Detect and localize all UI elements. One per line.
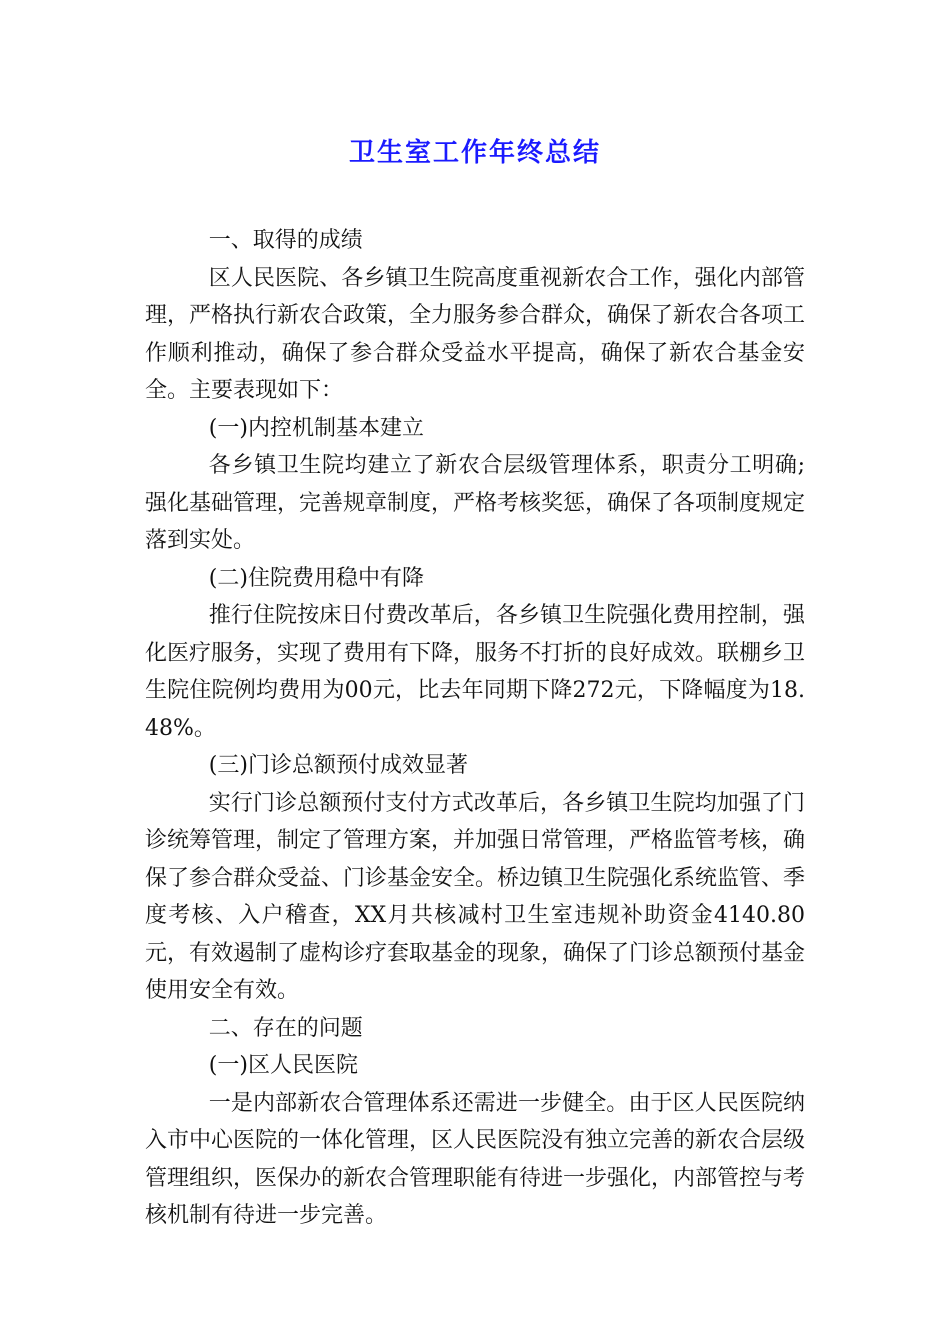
body-paragraph: 一是内部新农合管理体系还需进一步健全。由于区人民医院纳入市中心医院的一体化管理，区人民医院没有独立完善的新农合层级管理组织，医保办的新农合管理职能有待进一步强化，内部管控与考核机制有待进一步完善。 (145, 1090, 806, 1228)
body-paragraph: 区人民医院、各乡镇卫生院高度重视新农合工作，强化内部管理，严格执行新农合政策，全力服务参合群众，确保了新农合各项工作顺利推动，确保了参合群众受益水平提高，确保了新农合基金安全。主要表现如下： (145, 265, 806, 403)
document-title: 卫生室工作年终总结 (348, 138, 601, 168)
body-paragraph: 实行门诊总额预付支付方式改革后，各乡镇卫生院均加强了门诊统筹管理，制定了管理方案，并加强日常管理，严格监管考核，确保了参合群众受益、门诊基金安全。桥边镇卫生院强化系统监管、季度考核、入户稽查，XX月共核减村卫生室违规补助资金4140.80元，有效遏制了虚构诊疗套取基金的现象，确保了门诊总额预付基金使用安全有效。 (145, 790, 806, 1003)
subsection-heading: (三)门诊总额预付成效显著 (208, 753, 468, 778)
document-body (145, 222, 805, 1235)
section-heading: 一、取得的成绩 (208, 228, 363, 253)
body-paragraph: 推行住院按床日付费改革后，各乡镇卫生院强化费用控制，强化医疗服务，实现了费用有下降，服务不打折的良好成效。联棚乡卫生院住院例均费用为00元，比去年同期下降272元，下降幅度为18.48%。 (145, 603, 806, 741)
subsection-heading: (二)住院费用稳中有降 (208, 565, 424, 591)
body-paragraph: 各乡镇卫生院均建立了新农合层级管理体系，职责分工明确;强化基础管理，完善规章制度，严格考核奖惩，确保了各项制度规定落到实处。 (145, 453, 806, 553)
subsection-heading: (一)内控机制基本建立 (208, 415, 424, 441)
section-heading: 二、存在的问题 (208, 1015, 363, 1041)
subsection-heading: (一)区人民医院 (208, 1053, 358, 1078)
